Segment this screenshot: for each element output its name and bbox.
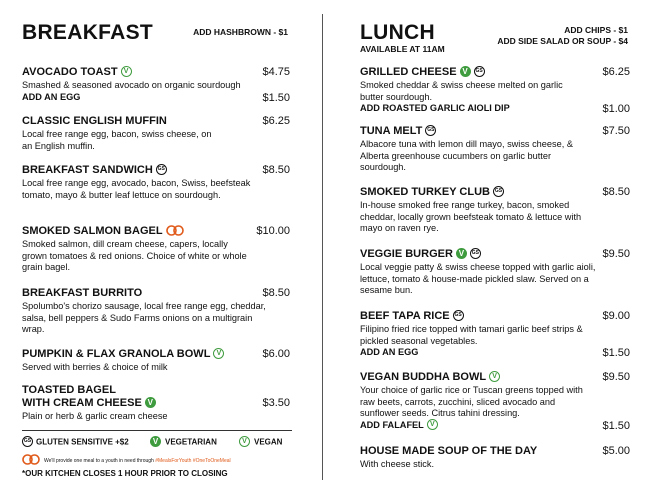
item-name: BEEF TAPA RICE bbox=[360, 310, 450, 322]
vegetarian-icon: V bbox=[150, 436, 161, 447]
legend-vegan: VEGAN bbox=[254, 437, 283, 447]
item-name-line2: WITH CREAM CHEESE bbox=[22, 397, 142, 409]
menu-item bbox=[22, 66, 290, 103]
item-name: VEGAN BUDDHA BOWL bbox=[360, 371, 487, 383]
vegan-icon: V bbox=[121, 66, 132, 77]
breakfast-title: BREAKFAST bbox=[22, 21, 154, 44]
item-name: SMOKED SALMON BAGEL bbox=[22, 225, 163, 237]
column-divider bbox=[322, 14, 323, 480]
vegan-icon: V bbox=[239, 436, 250, 447]
menu-item bbox=[22, 384, 290, 423]
item-desc: In-house smoked free range turkey, bacon, smoked cheddar, locally grown beefsteak tomato & lettuce with mayo on raven rye. bbox=[360, 200, 582, 233]
item-price: $4.75 bbox=[262, 66, 290, 78]
item-name: AVOCADO TOAST bbox=[22, 66, 118, 78]
vegan-icon: V bbox=[489, 371, 500, 382]
item-desc: With cheese stick. bbox=[360, 459, 435, 469]
menu-item bbox=[360, 248, 630, 297]
item-addon bbox=[360, 420, 630, 432]
vegan-icon: V bbox=[213, 348, 224, 359]
addon-label: ADD FALAFEL bbox=[360, 419, 424, 430]
menu-item bbox=[22, 287, 290, 336]
chips-note: ADD CHIPS - $1 bbox=[564, 25, 628, 35]
lunch-availability: AVAILABLE AT 11AM bbox=[360, 44, 445, 54]
pledge-hashtags: #MealsForYouth #OneToOneMeal bbox=[155, 457, 231, 464]
menu-item bbox=[360, 66, 630, 115]
item-addon bbox=[360, 103, 630, 115]
menu-item bbox=[360, 125, 630, 174]
item-desc: Served with berries & choice of milk bbox=[22, 362, 168, 372]
item-price: $6.25 bbox=[262, 115, 290, 127]
menu-item bbox=[22, 225, 290, 274]
item-desc: Local veggie patty & swiss cheese topped with garlic aioli, lettuce, tomato & house-made pickled slaw. Served on a sesame bun. bbox=[360, 262, 596, 295]
item-name: HOUSE MADE SOUP OF THE DAY bbox=[360, 445, 538, 457]
item-desc: Filipino fried rice topped with tamari garlic beef strips & pickled seasonal vegetables. bbox=[360, 324, 583, 346]
item-desc: Smashed & seasoned avocado on organic sourdough bbox=[22, 80, 241, 90]
item-desc: Local free range egg, avocado, bacon, Swiss, beefsteak tomato, mayo & butter leaf lettuce on sourdough. bbox=[22, 178, 251, 200]
item-addon bbox=[360, 347, 630, 359]
gluten-sensitive-icon: GS bbox=[474, 66, 485, 77]
gluten-sensitive-icon: GS bbox=[156, 164, 167, 175]
menu-item bbox=[360, 310, 630, 359]
gluten-sensitive-icon: GS bbox=[470, 248, 481, 259]
item-addon bbox=[22, 92, 290, 104]
kitchen-closing-note: *OUR KITCHEN CLOSES 1 HOUR PRIOR TO CLOSING bbox=[22, 469, 228, 478]
item-name: TOASTED BAGEL bbox=[22, 384, 116, 396]
menu-item bbox=[360, 186, 630, 235]
item-price: $9.50 bbox=[602, 371, 630, 383]
addon-price: $1.00 bbox=[602, 103, 630, 115]
item-desc: Smoked salmon, dill cream cheese, capers, locally grown tomatoes & red onions. Choice of white or whole grain bagel. bbox=[22, 239, 247, 272]
item-desc: Local free range egg, bacon, swiss cheese, on an English muffin. bbox=[22, 129, 212, 151]
item-name: CLASSIC ENGLISH MUFFIN bbox=[22, 115, 167, 127]
addon-price: $1.50 bbox=[262, 91, 290, 104]
item-name: TUNA MELT bbox=[360, 125, 423, 137]
pledge-note bbox=[22, 455, 302, 466]
item-price: $8.50 bbox=[262, 164, 290, 176]
gluten-sensitive-icon: GS bbox=[493, 186, 504, 197]
item-price: $5.00 bbox=[602, 445, 630, 457]
legend-vegetarian: VEGETARIAN bbox=[165, 437, 217, 447]
gluten-sensitive-icon: GS bbox=[453, 310, 464, 321]
footer-divider bbox=[22, 430, 292, 431]
item-desc: Your choice of garlic rice or Tuscan greens topped with raw beets, carrots, zucchini, sliced avocado and sunflower seeds. Citrus tahini dressing. bbox=[360, 385, 583, 418]
item-desc: Albacore tuna with lemon dill mayo, swiss cheese, & Alberta greenhouse cucumbers on garlic butter sourdough. bbox=[360, 139, 573, 172]
menu-item bbox=[22, 115, 290, 152]
vegetarian-icon: V bbox=[145, 397, 156, 408]
menu-item bbox=[360, 371, 630, 431]
item-desc: Spolumbo's chorizo sausage, local free range egg, cheddar, salsa, bell peppers & Sudo Farms onions on a multigrain wrap. bbox=[22, 301, 266, 334]
vegan-icon: V bbox=[427, 419, 438, 430]
hashbrown-note: ADD HASHBROWN - $1 bbox=[193, 27, 288, 37]
item-price: $9.00 bbox=[602, 310, 630, 322]
legend-gluten: GLUTEN SENSITIVE +$2 bbox=[36, 437, 129, 447]
vegetarian-icon: V bbox=[460, 66, 471, 77]
gluten-sensitive-icon: GS bbox=[22, 436, 33, 447]
vegetarian-icon: V bbox=[456, 248, 467, 259]
side-note: ADD SIDE SALAD OR SOUP - $4 bbox=[497, 36, 628, 46]
item-price: $6.25 bbox=[602, 66, 630, 78]
lunch-column bbox=[360, 0, 630, 503]
item-name: GRILLED CHEESE bbox=[360, 66, 457, 78]
item-price: $3.50 bbox=[262, 397, 290, 409]
item-price: $8.50 bbox=[262, 287, 290, 299]
item-desc: Plain or herb & garlic cream cheese bbox=[22, 411, 168, 421]
addon-price: $1.50 bbox=[602, 419, 630, 432]
item-desc: Smoked cheddar & swiss cheese melted on garlic butter sourdough. bbox=[360, 80, 563, 102]
item-name: BREAKFAST SANDWICH bbox=[22, 164, 153, 176]
lunch-title: LUNCH bbox=[360, 21, 435, 44]
item-name: SMOKED TURKEY CLUB bbox=[360, 186, 490, 198]
pledge-text: We'll provide one meal to a youth in need through bbox=[44, 457, 156, 464]
addon-label: ADD ROASTED GARLIC AIOLI DIP bbox=[360, 103, 510, 113]
menu-item bbox=[22, 164, 290, 201]
item-price: $6.00 bbox=[262, 348, 290, 360]
item-price: $8.50 bbox=[602, 186, 630, 198]
menu-item bbox=[360, 445, 630, 471]
item-name: BREAKFAST BURRITO bbox=[22, 287, 143, 299]
item-price: $7.50 bbox=[602, 125, 630, 137]
one-for-one-icon bbox=[166, 225, 184, 236]
item-name: PUMPKIN & FLAX GRANOLA BOWL bbox=[22, 348, 211, 360]
addon-price: $1.50 bbox=[602, 347, 630, 359]
gluten-sensitive-icon: GS bbox=[425, 125, 436, 136]
menu-item bbox=[22, 348, 290, 374]
addon-label: ADD AN EGG bbox=[22, 91, 81, 102]
addon-label: ADD AN EGG bbox=[360, 347, 419, 357]
item-price: $10.00 bbox=[256, 225, 290, 237]
one-for-one-icon bbox=[22, 454, 40, 465]
item-price: $9.50 bbox=[602, 248, 630, 260]
item-name: VEGGIE BURGER bbox=[360, 248, 453, 260]
breakfast-column bbox=[22, 0, 290, 503]
